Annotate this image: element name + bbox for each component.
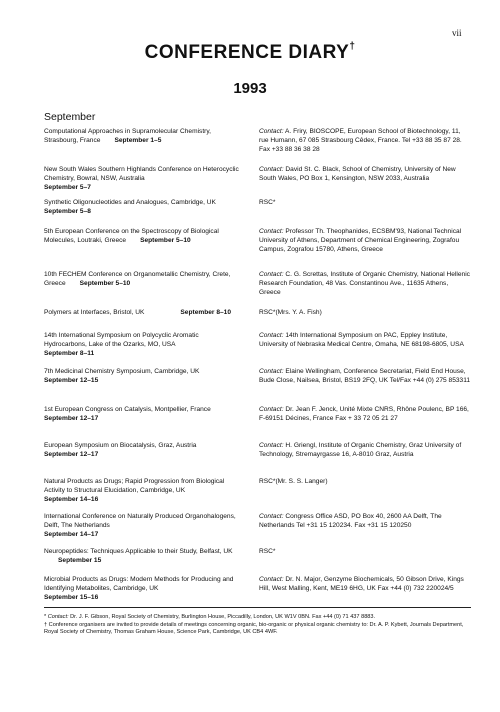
event-description [44,227,240,245]
contact-details: David St. C. Black, School of Chemistry, University of New South Wales, PO Box 1, Kensington, NSW 2033, Australia [259,166,456,182]
event-description [44,477,240,504]
event-title: International Conference on Naturally Produced Organohalogens, Delft, The Netherlands [44,513,236,529]
event-title: Neuropeptides: Techniques Applicable to their Study, Belfast, UK [44,548,233,555]
contact-details: RSC* [259,199,276,206]
event-dates: September 5–10 [140,237,191,244]
title-text: CONFERENCE DIARY [144,42,350,63]
contact-details: Professor Th. Theophanides, ECSBM'93, National Technical University of Athens, Department of Chemical Engineering, Zografou Campus, Zografou 15780, Athens, Greece [259,228,462,253]
page-number: vii [452,28,462,38]
contact-details: C. G. Screttas, Institute of Organic Chemistry, National Hellenic Research Foundation, 48 Vas. Constantinou Ave., 11635 Athens, Greece [259,271,470,296]
event-dates: September 5–7 [44,184,91,191]
contact-label: Contact: [259,128,284,135]
event-description [44,512,240,539]
event-title: 1st European Congress on Catalysis, Montpellier, France [44,406,211,413]
footnote-contact [44,614,471,621]
event-title: New South Wales Southern Highlands Conference on Heterocyclic Chemistry, Bowral, NSW, Australia [44,166,239,182]
event-dates: September 8–10 [180,309,231,316]
title-dagger: † [349,40,356,52]
contact-info [259,270,471,297]
contact-details: RSC*(Mrs. Y. A. Fish) [259,309,322,316]
event-dates: September 12–17 [44,415,99,422]
contact-label: Contact: [259,368,284,375]
event-dates: September 14–16 [44,496,99,503]
contact-label: Contact: [259,576,284,583]
contact-details: Dr. Jean F. Jenck, Unité Mixte CNRS, Rhône Poulenc, BP 166, F-69151 Décines, France Fax + 33 72 05 21 27 [259,406,469,422]
contact-details: A. Friry, BIOSCOPE, European School of Biotechnology, 11, rue Humann, 67 085 Strasbourg Cêdex, France. Tel +33 88 35 87 28. Fax +33 88 36 38 28 [259,128,462,153]
contact-label: Contact: [259,228,284,235]
contact-info [259,367,471,385]
event-dates: September 15 [58,557,102,564]
page-title [0,42,500,64]
event-title: Synthetic Oligonucleotides and Analogues, Cambridge, UK [44,199,216,206]
event-dates: September 12–17 [44,451,99,458]
footnote-organisers [44,622,471,637]
contact-details: H. Griengl, Institute of Organic Chemistry, Graz University of Technology, Stremayrgasse 16, A-8010 Graz, Austria [259,442,462,458]
contact-info [259,405,471,423]
contact-label: Contact: [259,166,284,173]
contact-details: RSC* [259,548,276,555]
event-description [44,308,240,317]
event-title: Microbial Products as Drugs: Modern Methods for Producing and Identifying Metabolites, Cambridge, UK [44,576,234,592]
contact-info [259,477,471,486]
footnote-text: Conference organisers are invited to provide details of meetings concerning organic, bio-organic or physical organic chemistry to: Dr. A. P. Kybett, Journals Department, Royal Society of Chemistry, Thomas Graham House, Science Park, Cambridge, UK CB4 4WF. [44,622,464,636]
contact-info [259,127,471,154]
contact-label: Contact: [259,442,284,449]
contact-label: Contact: [259,271,284,278]
event-dates: September 5–8 [44,208,91,215]
contact-label: Contact: [259,406,284,413]
contact-info [259,198,471,207]
event-title: European Symposium on Biocatalysis, Graz, Austria [44,442,197,449]
month-heading: September [44,111,96,123]
contact-info [259,308,471,317]
event-dates: September 5–10 [79,280,131,287]
event-description [44,270,240,288]
contact-label: Contact: [259,513,284,520]
event-title: Polymers at Interfaces, Bristol, UK [44,309,145,316]
footnote-label: Contact: [47,614,69,620]
footnote-mark: * [44,614,48,620]
event-description [44,331,240,358]
event-description [44,441,240,459]
event-description [44,547,240,565]
event-title: Computational Approaches in Supramolecular Chemistry, Strasbourg, France [44,128,212,144]
event-dates: September 12–15 [44,377,99,384]
footnote-mark: † [44,622,49,628]
contact-details: 14th International Symposium on PAC, Eppley Institute, University of Nebraska Medical Centre, Omaha, NE 68198-6805, USA [259,332,464,348]
event-title: 10th FECHEM Conference on Organometallic Chemistry, Crete, Greece [44,271,231,287]
event-dates: September 15–16 [44,594,99,601]
contact-details: Congress Office ASD, PO Box 40, 2600 AA Delft, The Netherlands Tel +31 15 120234. Fax +31 15 120250 [259,513,442,529]
contact-label: Contact: [259,332,284,339]
contact-info [259,547,471,556]
event-description [44,198,240,216]
footnote-divider [44,607,471,608]
contact-details: Dr. N. Major, Genzyme Biochemicals, 50 Gibson Drive, Kings Hill, West Malling, Kent, ME19 6HG, UK Fax +44 (0) 732 220024/5 [259,576,464,592]
contact-info [259,227,471,254]
event-description [44,405,240,423]
event-title: 5th European Conference on the Spectroscopy of Biological Molecules, Loutraki, Greece [44,228,219,244]
event-description [44,127,240,145]
contact-info [259,512,471,530]
contact-info [259,165,471,183]
contact-info [259,441,471,459]
event-title: Natural Products as Drugs; Rapid Progression from Biological Activity to Structural Elucidation, Cambridge, UK [44,478,225,494]
event-dates: September 1–5 [114,137,162,144]
contact-info [259,575,471,593]
event-description [44,165,240,192]
event-title: 14th International Symposium on Polycyclic Aromatic Hydrocarbons, Lake of the Ozarks, MO, USA [44,332,199,348]
event-description [44,575,240,602]
event-dates: September 14–17 [44,531,99,538]
contact-info [259,331,471,349]
year-heading: 1993 [233,80,267,97]
event-dates: September 8–11 [44,350,95,357]
contact-details: RSC*(Mr. S. S. Langer) [259,478,328,485]
contact-details: Elaine Wellingham, Conference Secretariat, Field End House, Bude Close, Nailsea, Bristol, BS19 2FQ, UK Tel/Fax +44 (0) 275 853311 [259,368,471,384]
event-description [44,367,240,385]
footnote-text: Dr. J. F. Gibson, Royal Society of Chemistry, Burlington House, Piccadilly, London, UK W1V 0BN. Fax +44 (0) 71 437 8883. [68,614,376,620]
event-title: 7th Medicinal Chemistry Symposium, Cambridge, UK [44,368,200,375]
